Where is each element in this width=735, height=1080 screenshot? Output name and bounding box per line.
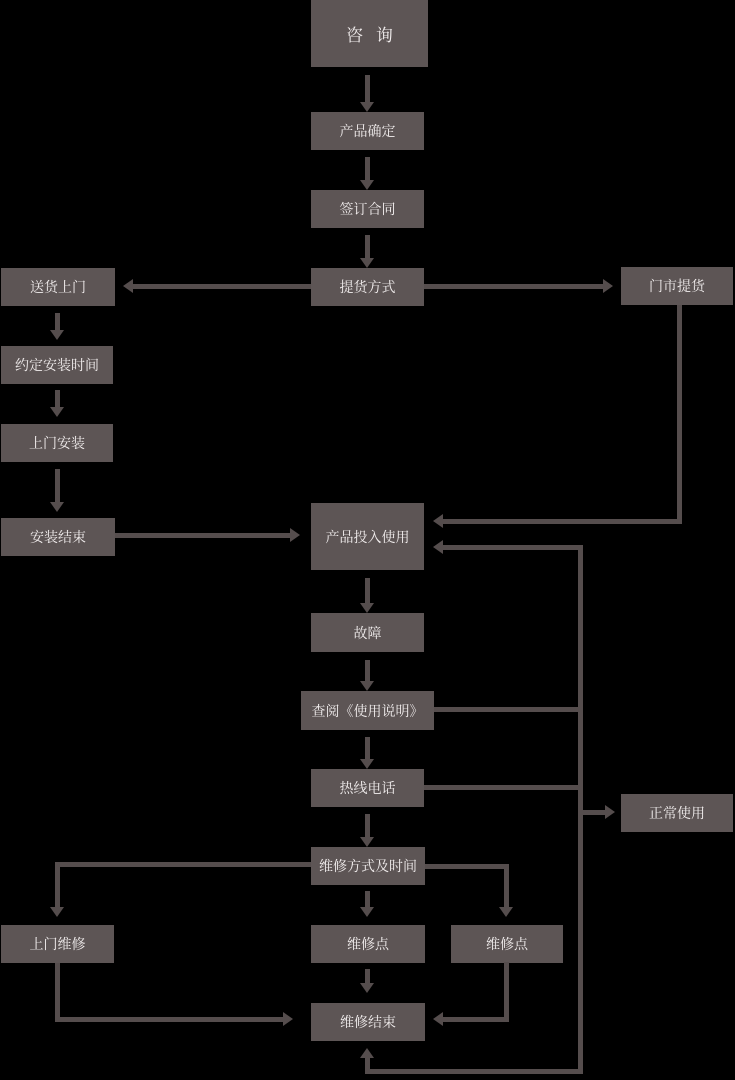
node-hotline: 热线电话: [311, 769, 424, 807]
connector-onsite-repair-down-segment: [55, 963, 60, 1022]
connector-hotline-to-bus: [424, 785, 583, 790]
connector-product-in-use-to-fault: [365, 578, 370, 603]
connector-read-manual-to-hotline: [365, 737, 370, 759]
connector-repair-method-to-repair-point-center: [365, 891, 370, 907]
connector-store-pickup-to-product-in-use: [443, 519, 682, 524]
arrowhead-down-icon: [50, 407, 64, 417]
arrowhead-down-icon: [50, 502, 64, 512]
node-onsite-install: 上门安装: [1, 424, 113, 462]
arrowhead-down-icon: [499, 907, 513, 917]
node-home-delivery: 送货上门: [1, 268, 115, 306]
connector-install-done-to-product-in-use: [115, 533, 290, 538]
node-install-done: 安装结束: [1, 518, 115, 556]
node-product-confirm: 产品确定: [311, 112, 424, 150]
connector-store-pickup-down-segment: [677, 305, 682, 524]
node-pickup-method: 提货方式: [311, 268, 424, 306]
arrowhead-right-icon: [290, 528, 300, 542]
connector-schedule-install-to-onsite-install: [55, 390, 60, 407]
connector-hotline-to-repair-method: [365, 814, 370, 837]
arrowhead-left-icon: [433, 1012, 443, 1026]
connector-repair-point-right-to-repair-done: [443, 1017, 509, 1022]
arrowhead-down-icon: [360, 681, 374, 691]
arrowhead-down-icon: [360, 983, 374, 993]
connector-read-manual-to-bus: [434, 707, 583, 712]
connector-repair-method-to-repair-point-right: [504, 864, 509, 907]
connector-repair-method-to-onsite-repair: [55, 862, 60, 907]
connector-repair-point-center-to-repair-done: [365, 969, 370, 983]
connector-pickup-method-to-home-delivery: [133, 284, 311, 289]
node-consult: 咨 询: [311, 0, 428, 67]
arrowhead-down-icon: [360, 603, 374, 613]
connector-consult-to-product-confirm: [365, 75, 370, 102]
arrowhead-down-icon: [360, 907, 374, 917]
arrowhead-left-icon: [123, 279, 133, 293]
arrowhead-down-icon: [50, 330, 64, 340]
connector-bus-to-normal-use: [583, 810, 605, 815]
arrowhead-left-icon: [433, 540, 443, 554]
node-repair-point-center: 维修点: [311, 925, 425, 963]
connector-onsite-repair-to-repair-done: [55, 1017, 283, 1022]
connector-bus-to-product-in-use: [443, 545, 583, 550]
connector-bus-bottom-segment: [365, 1069, 583, 1074]
arrowhead-down-icon: [360, 180, 374, 190]
connector-repair-point-right-down-segment: [504, 962, 509, 1022]
arrowhead-up-icon: [360, 1048, 374, 1058]
node-store-pickup: 门市提货: [621, 267, 733, 305]
node-sign-contract: 签订合同: [311, 190, 424, 228]
connector-onsite-install-to-install-done: [55, 469, 60, 502]
node-read-manual: 查阅《使用说明》: [301, 691, 434, 730]
arrowhead-down-icon: [360, 102, 374, 112]
connector-repair-method-right-segment: [425, 864, 509, 869]
node-repair-done: 维修结束: [311, 1003, 425, 1041]
connector-pickup-method-to-store-pickup: [424, 284, 603, 289]
connector-home-delivery-to-schedule-install: [55, 313, 60, 330]
arrowhead-down-icon: [50, 907, 64, 917]
node-product-in-use: 产品投入使用: [311, 503, 424, 570]
arrowhead-right-icon: [603, 279, 613, 293]
node-fault: 故障: [311, 613, 424, 652]
connector-sign-contract-to-pickup-method: [365, 235, 370, 258]
connector-bus-up-segment: [365, 1058, 370, 1069]
arrowhead-left-icon: [433, 514, 443, 528]
arrowhead-down-icon: [360, 759, 374, 769]
node-onsite-repair: 上门维修: [1, 925, 114, 963]
connector-product-confirm-to-sign-contract: [365, 157, 370, 180]
arrowhead-down-icon: [360, 258, 374, 268]
node-repair-method-and-time: 维修方式及时间: [311, 847, 425, 885]
connector-fault-to-read-manual: [365, 660, 370, 681]
node-repair-point-right: 维修点: [451, 925, 563, 963]
arrowhead-right-icon: [283, 1012, 293, 1026]
arrowhead-down-icon: [360, 837, 374, 847]
node-schedule-install-time: 约定安装时间: [1, 346, 113, 384]
connector-repair-method-left-segment: [60, 862, 311, 867]
arrowhead-right-icon: [605, 805, 615, 819]
node-normal-use: 正常使用: [621, 794, 733, 832]
